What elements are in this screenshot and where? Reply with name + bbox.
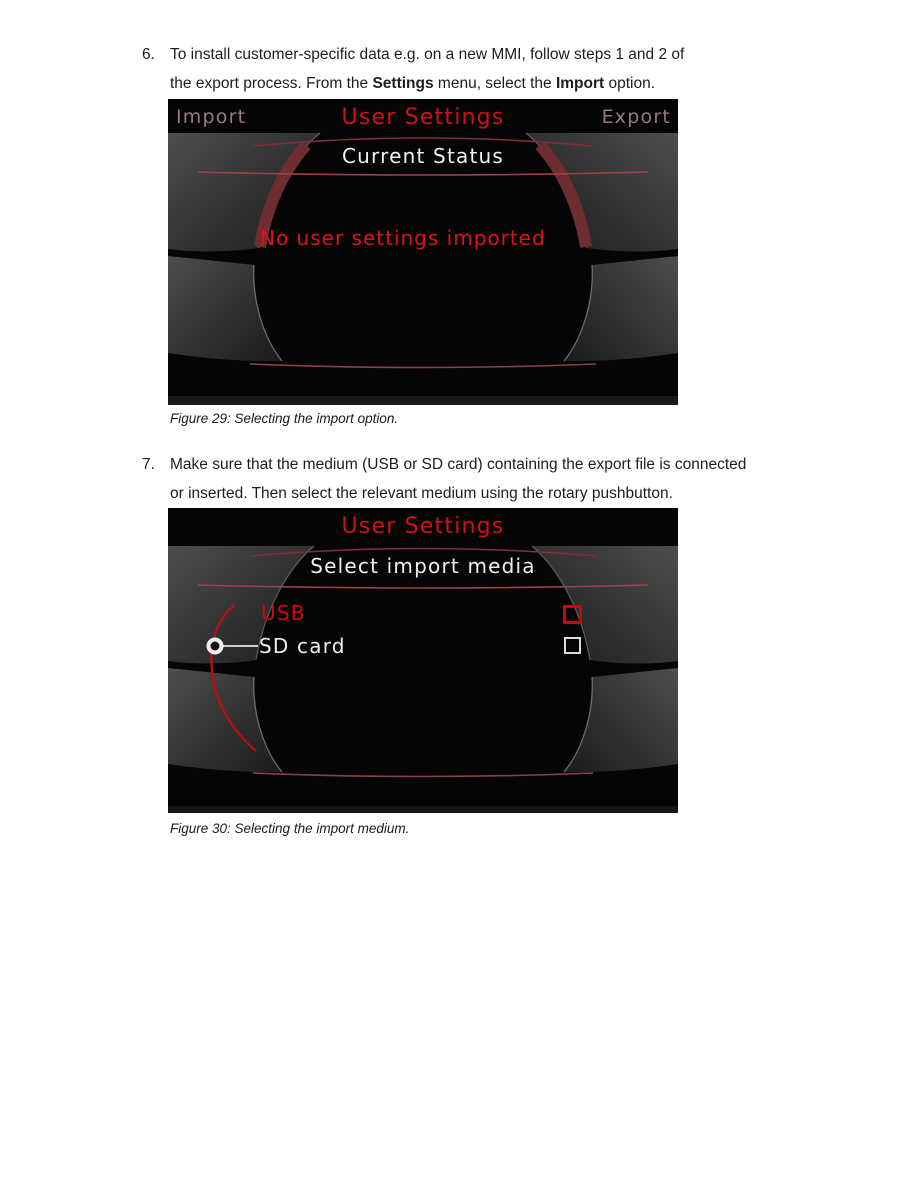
current-status-heading: Current Status	[341, 144, 504, 168]
step-6	[142, 40, 822, 98]
step-6-line-1: To install customer-specific data e.g. on a new MMI, follow steps 1 and 2 of	[170, 46, 685, 63]
usb-checkbox-icon[interactable]	[563, 605, 582, 624]
step-7-text	[170, 450, 746, 508]
mmi-screenshot-select-import-media	[168, 508, 678, 813]
option-sd-card[interactable]: SD card	[259, 634, 346, 658]
step-6-number: 6.	[142, 46, 155, 63]
figure-30-caption: Figure 30: Selecting the import medium.	[170, 821, 410, 836]
step-7-line-1: Make sure that the medium (USB or SD card) containing the export file is connected	[170, 456, 747, 473]
step-7-line-2: or inserted. Then select the relevant medium using the rotary pushbutton.	[170, 485, 673, 502]
sd-card-checkbox-icon[interactable]	[564, 637, 581, 654]
mmi-title: User Settings	[341, 105, 505, 130]
mmi-title: User Settings	[341, 514, 505, 539]
figure-29-caption: Figure 29: Selecting the import option.	[170, 411, 399, 426]
import-softkey[interactable]: Import	[176, 106, 247, 128]
step-6-text	[170, 40, 684, 98]
mmi-screenshot-current-status	[168, 99, 678, 405]
select-import-media-heading: Select import media	[310, 554, 536, 578]
status-message: No user settings imported	[260, 226, 546, 250]
step-6-line-2: the export process. From the Settings menu, select the Import option.	[170, 75, 656, 92]
step-7	[142, 450, 842, 508]
rotary-position-marker-icon	[209, 640, 222, 653]
export-softkey[interactable]: Export	[601, 106, 671, 128]
option-usb[interactable]: USB	[261, 601, 306, 625]
step-7-number: 7.	[142, 456, 155, 473]
